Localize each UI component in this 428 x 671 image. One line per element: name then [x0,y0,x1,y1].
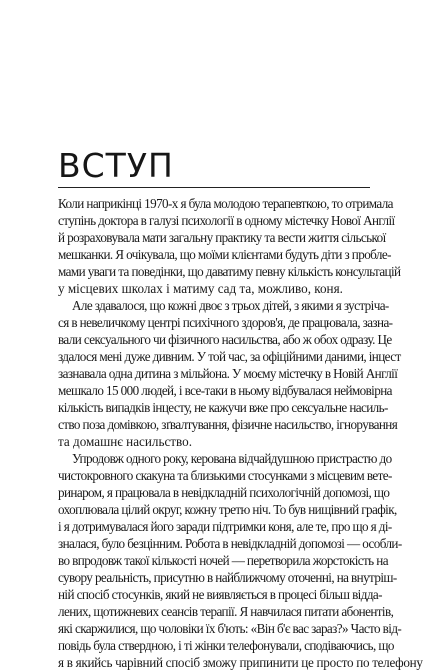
text-line: повідь була ствердною, і ті жінки телефонували, сподіваючись, що [58,638,394,653]
text-line: мешкало 15 000 людей, і все-таки в ньому відбувалася неймовірна [58,383,392,398]
text-line: і я дотримувалася його заради підтримки коня, але те, про що я ді- [58,519,392,534]
text-line: Коли наприкінці 1970-х я була молодою терапевткою, то отримала [58,196,393,211]
paragraph-3 [58,450,423,671]
text-line: здалося мені дуже дивним. У той час, за офіційними даними, інцест [58,349,401,364]
text-line: ся в невеличкому центрі психічного здоров'я, де працювала, зазна- [58,315,393,330]
paragraph-2 [58,297,401,450]
paragraph-1 [58,195,401,297]
text-line: зналася, було безцінним. Робота в невідкладній допомозі — особли- [58,536,402,551]
text-line: чистокровного скакуна та близькими стосунками з місцевим вете- [58,468,392,483]
text-line: охоплювала цілий округ, кожну третю ніч. То був нищівний графік, [58,502,397,517]
text-line: Але здавалося, що кожні двоє з трьох дітей, з якими я зустріча- [72,298,389,313]
text-line: я в якийсь чарівний спосіб зможу припинити це просто по телефону [58,655,423,670]
text-line: зазнавала одна дитина з мільйона. У моєму містечку в Новій Англії [58,366,398,381]
text-line: які скаржилися, що чоловіки їх б'ють: «Він б'є вас зараз?» Часто від- [58,621,402,636]
text-line: й розраховувала мати загальну практику та вести життя сільської [58,230,386,245]
text-line: ринаром, я працювала в невідкладній психологічній допомозі, що [58,485,390,500]
text-line: вали сексуального чи фізичного насильства, або ж обох одразу. Це [58,332,392,347]
text-line: мешканки. Я очікувала, що моїми клієнтами будуть діти з пробле- [58,247,391,262]
text-line: ступінь доктора в галузі психології в одному містечку Нової Англії [58,213,395,228]
text-line: кількість випадків інцесту, не кажучи вже про сексуальне насиль- [58,400,388,415]
text-line: ство поза домівкою, зґвалтування, фізичне насильство, ігнорування [58,417,398,432]
text-line: во впродовж такої кількості ночей — перетворила жорстокість на [58,553,388,568]
text-line: лених, щотижневих сеансів терапії. Я навчилася питати абонентів, [58,604,394,619]
text-line: та домашнє насильство. [58,434,192,449]
title-underline-rule [58,187,370,188]
chapter-title: ВСТУП [58,146,174,185]
text-line: ній спосіб стосунків, який не виявляється в процесі більш відда- [58,587,382,602]
text-line: Упродовж одного року, керована відчайдушною пристрастю до [72,451,392,466]
text-line: у місцевих школах і матиму сад та, можливо, коня. [58,281,343,296]
text-line: мами уваги та поведінки, що даватиму певну кількість консультацій [58,264,401,279]
text-line: сувору реальність, присутню в найближчому оточенні, на внутріш- [58,570,397,585]
